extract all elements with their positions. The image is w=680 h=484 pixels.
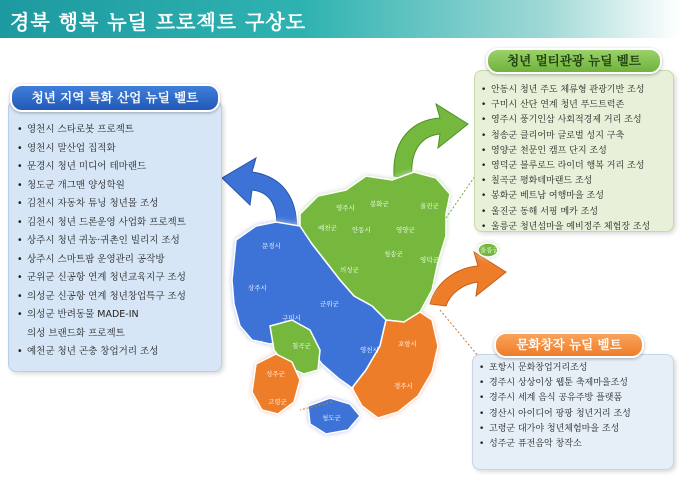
list-item: • 고령군 대가야 청년체험마을 조성	[477, 422, 631, 437]
list-item: • 김천시 청년 드론운영 사업화 프로젝트	[15, 214, 186, 233]
list-item: • 봉화군 베트남 여행마을 조성	[479, 189, 650, 204]
list-item: • 경주시 세계 음식 공유주방 플랫폼	[477, 391, 631, 406]
list-item: • 울릉군 청년섬마을 예비정주 체험장 조성	[479, 220, 650, 235]
list-item: • 영주시 풍기인삼 사회적경제 거리 조성	[479, 113, 650, 128]
map-label-cheongsong: 청송군	[384, 250, 403, 258]
list-item: • 영천시 스타로봇 프로젝트	[15, 121, 186, 140]
list-item: • 포항시 문화창업거리조성	[477, 361, 631, 376]
list-item-continuation: 의성 브랜드화 프로젝트	[27, 327, 125, 339]
map-label-bonghwa: 봉화군	[370, 200, 389, 208]
map-label-cheongdo: 청도군	[322, 414, 341, 422]
list-item: • 상주시 청년 귀농·귀촌인 빌리지 조성	[15, 232, 186, 251]
map-label-yeongcheon: 영천시	[360, 346, 379, 354]
list-item: • 경산시 아이디어 팡팡 청년거리 조성	[477, 407, 631, 422]
map-label-yeongyang: 영양군	[396, 226, 415, 234]
list-item: • 울진군 동해 서핑 메카 조성	[479, 205, 650, 220]
culture-belt-panel	[472, 354, 674, 470]
map-label-yeongdeok: 영덕군	[420, 256, 439, 264]
list-item: • 칠곡군 평화테마랜드 조성	[479, 174, 650, 189]
list-item: • 상주시 스마트팜 운영관리 공작방	[15, 251, 186, 270]
map-label-andong: 안동시	[352, 226, 371, 234]
map-label-mungyeong: 문경시	[262, 242, 281, 250]
map-label-yecheon: 예천군	[318, 224, 337, 232]
map-label-seongju: 성주군	[266, 370, 285, 378]
map-label-goryeong: 고령군	[268, 398, 287, 406]
list-item: • 청송군 클리어마 글로벌 성지 구축	[479, 129, 650, 144]
list-item: • 안동시 청년 주도 체류형 관광기반 조성	[479, 83, 650, 98]
list-item: • 영덕군 블루로드 라이더 행복 거리 조성	[479, 159, 650, 174]
list-item: • 영양군 천문인 캠프 단지 조성	[479, 144, 650, 159]
map-label-uiseong: 의성군	[340, 266, 359, 274]
tourism-belt-list	[479, 83, 650, 235]
map-label-gyeongju: 경주시	[394, 382, 413, 390]
list-item: • 경주시 상상이상 웹툰 축제마을조성	[477, 376, 631, 391]
map-label-pohang: 포항시	[398, 340, 417, 348]
green-arrow-icon	[394, 104, 468, 178]
regional-industry-belt-list	[15, 121, 186, 362]
list-item: • 의성군 신공항 연계 청년창업특구 조성	[15, 288, 186, 307]
culture-belt-list	[477, 361, 631, 452]
list-item: • 의성군 반려동물 MADE-IN	[15, 306, 186, 325]
list-item: • 예천군 청년 곤충 창업거리 조성	[15, 343, 186, 362]
map-label-uljin: 울진군	[420, 202, 439, 210]
map-label-yeongju: 영주시	[336, 204, 355, 212]
list-item: • 군위군 신공항 연계 청년교육지구 조성	[15, 269, 186, 288]
culture-belt-header: 문화창작 뉴딜 벨트	[494, 332, 644, 358]
map-label-gyeongsan: 경산시	[336, 386, 355, 394]
list-item: • 성주군 퓨전음악 창작소	[477, 437, 631, 452]
list-item: • 김천시 자동차 튜닝 청년몰 조성	[15, 195, 186, 214]
map-label-sangju: 상주시	[248, 284, 267, 292]
page-title: 경북 행복 뉴딜 프로젝트 구상도	[10, 10, 307, 34]
list-item: • 구미시 산단 연계 청년 푸드트럭존	[479, 98, 650, 113]
tourism-belt-panel	[474, 70, 674, 232]
map-label-gimcheon: 김천시	[244, 340, 263, 348]
list-item: • 청도군 개그맨 양성학원	[15, 177, 186, 196]
regional-industry-belt-header: 청년 지역 특화 산업 뉴딜 벨트	[10, 84, 220, 112]
map-label-ulleung: 울릉군	[480, 246, 499, 254]
tourism-belt-header: 청년 멀티관광 뉴딜 벨트	[486, 48, 662, 74]
map-label-gunwi: 군위군	[320, 300, 339, 308]
list-item: • 문경시 청년 미디어 테마랜드	[15, 158, 186, 177]
orange-arrow-icon	[430, 252, 506, 306]
regional-industry-belt-panel	[8, 100, 222, 372]
map-label-gumi: 구미시	[282, 314, 301, 322]
list-item: • 영천시 말산업 집적화	[15, 140, 186, 159]
map-label-chilgok: 칠곡군	[292, 342, 311, 350]
